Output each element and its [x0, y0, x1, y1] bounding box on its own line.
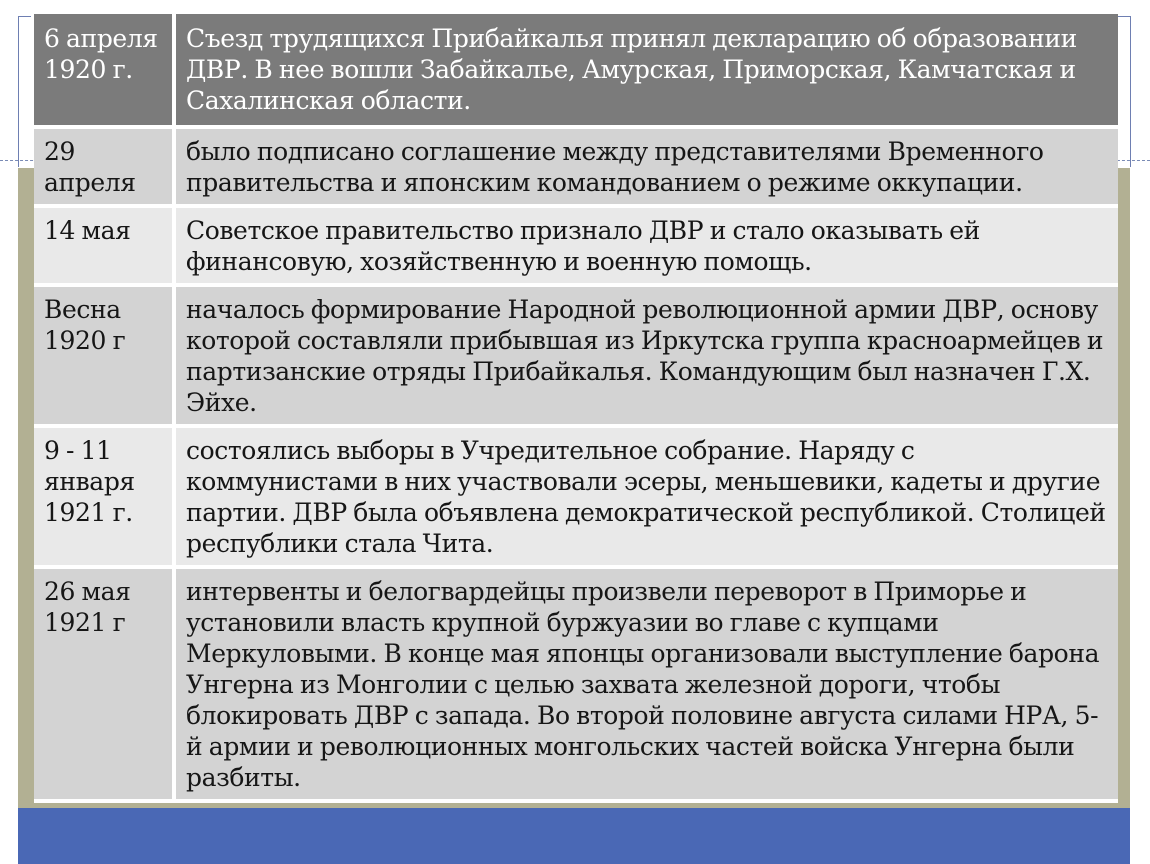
- date-cell: 26 мая 1921 г: [34, 567, 174, 801]
- table-row: [34, 127, 1118, 206]
- date-cell: 6 апреля 1920 г.: [34, 14, 174, 127]
- table-row: [34, 426, 1118, 567]
- event-cell: Советское правительство признало ДВР и стало оказывать ей финансовую, хозяйственную и военную помощь.: [174, 206, 1118, 285]
- event-cell: состоялись выборы в Учредительное собрание. Наряду с коммунистами в них участвовали эсеры, меньшевики, кадеты и другие партии. ДВР была объявлена демократической республикой. Столицей республики стала Чита.: [174, 426, 1118, 567]
- date-cell: 9 - 11 января 1921 г.: [34, 426, 174, 567]
- slide-frame-corner-left: [18, 16, 31, 167]
- event-cell: Съезд трудящихся Прибайкалья принял декларацию об образовании ДВР. В нее вошли Забайкалье, Амурская, Приморская, Камчатская и Сахалинская области.: [174, 14, 1118, 127]
- slide-footer-bar: [18, 808, 1130, 864]
- slide-frame-corner-right: [1118, 16, 1131, 167]
- date-cell: 14 мая: [34, 206, 174, 285]
- date-cell: Весна 1920 г: [34, 285, 174, 426]
- event-cell: было подписано соглашение между представителями Временного правительства и японским командованием о режиме оккупации.: [174, 127, 1118, 206]
- timeline-table: [34, 14, 1118, 803]
- table-row: [34, 206, 1118, 285]
- table-row: [34, 14, 1118, 127]
- event-cell: интервенты и белогвардейцы произвели переворот в Приморье и установили власть крупной буржуазии во главе с купцами Меркуловыми. В конце мая японцы организовали выступление барона Унгерна из Монголии с целью захвата железной дороги, чтобы блокировать ДВР с запада. Во второй половине августа силами НРА, 5-й армии и революционных монгольских частей войска Унгерна были разбиты.: [174, 567, 1118, 801]
- table-row: [34, 285, 1118, 426]
- table-row: [34, 567, 1118, 801]
- date-cell: 29 апреля: [34, 127, 174, 206]
- event-cell: началось формирование Народной революционной армии ДВР, основу которой составляли прибывшая из Иркутска группа красноармейцев и партизанские отряды Прибайкалья. Командующим был назначен Г.Х. Эйхе.: [174, 285, 1118, 426]
